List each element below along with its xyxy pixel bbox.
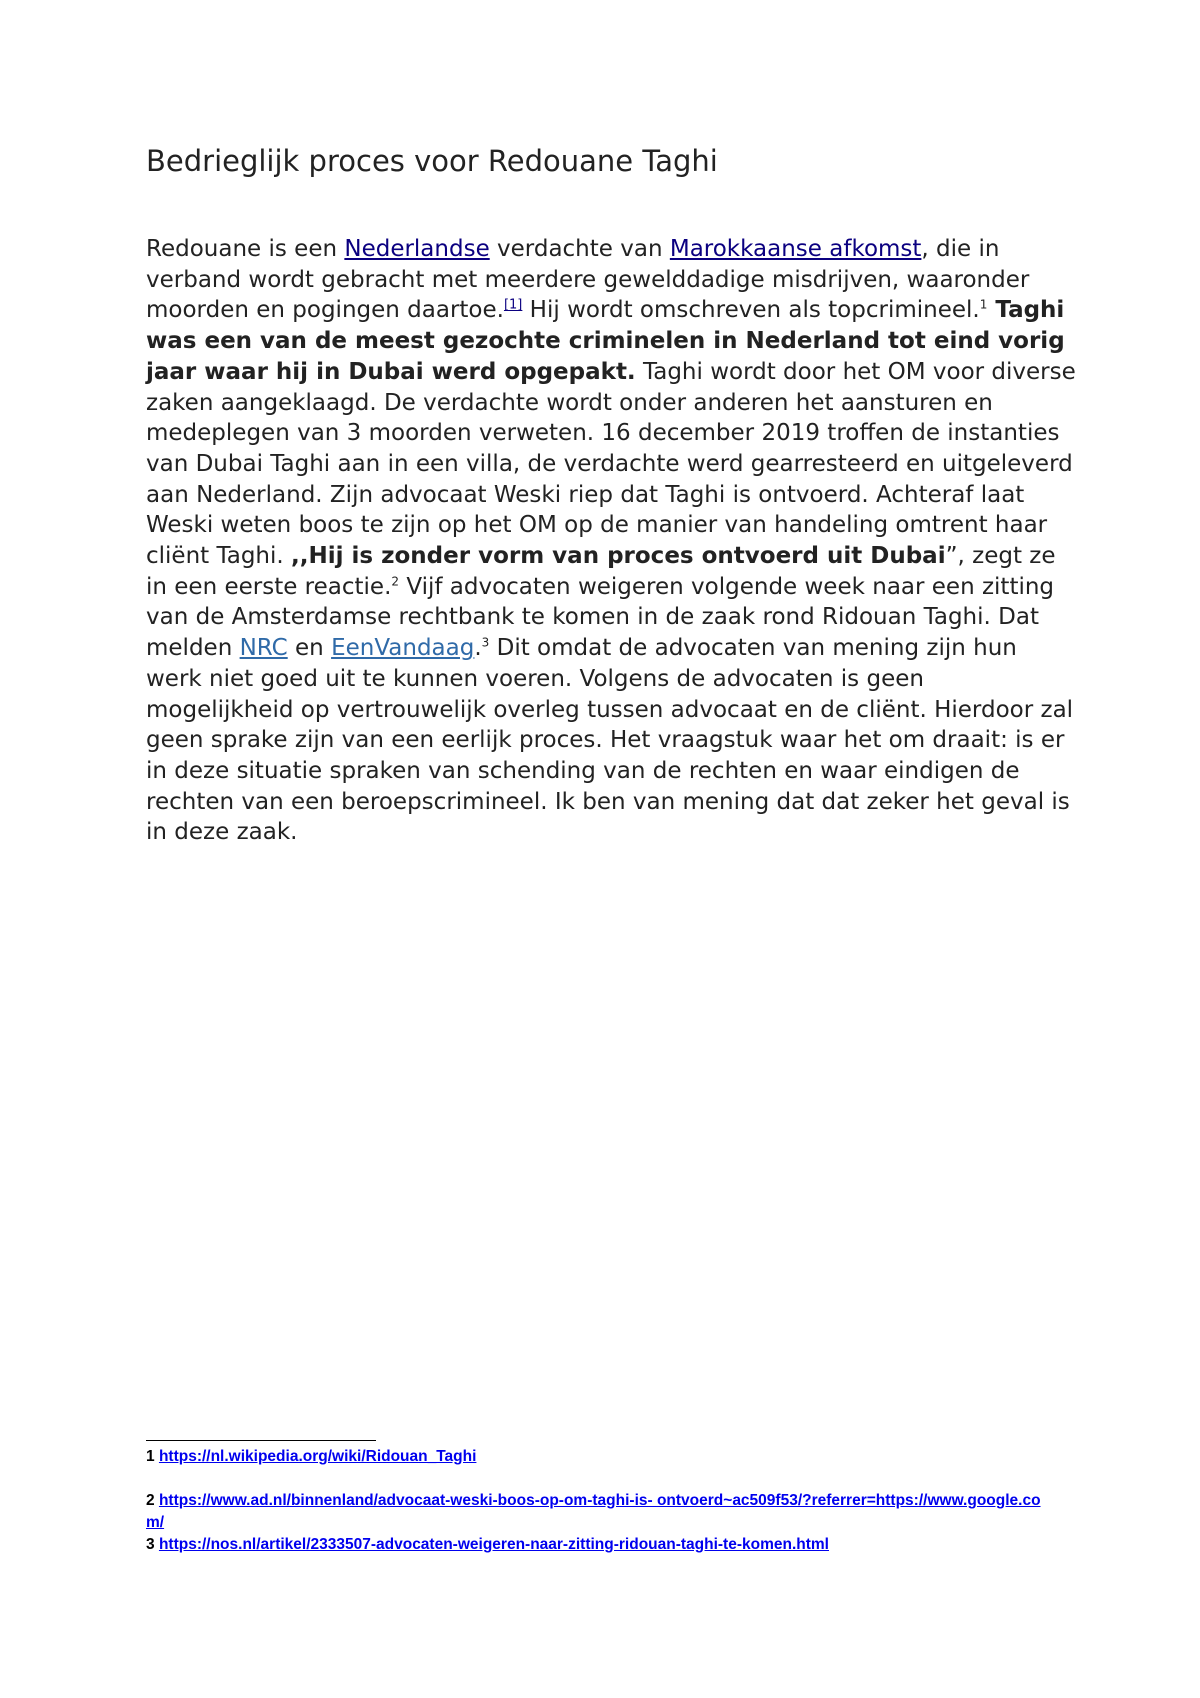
text-segment: Taghi wordt door het OM voor diverse zaken aangeklaagd. De verdachte wordt onder anderen het aansturen en medeplegen van 3 moorden verweten. 16 december 2019 troffen de instanties van Dubai Taghi aan in een villa, de verdachte werd gearresteerd en uitgeleverd aan Nederland. Zijn advocaat Weski riep dat Taghi is ontvoerd. Achteraf laat Weski weten boos te zijn op het OM op de manier van handeling omtrent haar cliënt Taghi. — [146, 358, 1076, 570]
page-title: Bedrieglijk proces voor Redouane Taghi — [146, 144, 718, 178]
footnotes-section — [146, 1446, 1046, 1556]
text-segment: Redouane is een — [146, 236, 345, 262]
footnote-mark-1: 1 — [979, 297, 988, 312]
link-nrc[interactable]: NRC — [239, 635, 288, 662]
footnote-number: 3 — [146, 1536, 155, 1553]
footnote-1 — [146, 1446, 1046, 1468]
citation-ref-1[interactable]: [1] — [503, 297, 523, 313]
footnote-number: 1 — [146, 1448, 155, 1465]
text-segment: en — [287, 635, 332, 662]
footnote-2 — [146, 1490, 1046, 1534]
footnote-link-2[interactable]: https://www.ad.nl/binnenland/advocaat-weski-boos-op-om-taghi-is- ontvoerd~ac509f53/?referrer=https://www.google.com/ — [146, 1492, 1041, 1531]
text-segment: Vijf advocaten weigeren volgende week naar een zitting van de Amsterdamse rechtbank te komen in de zaak rond Ridouan Taghi. Dat melden — [146, 573, 1055, 662]
text-segment: . — [474, 635, 482, 662]
footnote-number: 2 — [146, 1492, 155, 1509]
footnote-link-1[interactable]: https://nl.wikipedia.org/wiki/Ridouan_Taghi — [158, 1448, 477, 1465]
text-segment: Dit omdat de advocaten van mening zijn hun werk niet goed uit te kunnen voeren. Volgens de advocaten is geen mogelijkheid op vertrouwelijk overleg tussen advocaat en de cliënt. Hierdoor zal geen sprake zijn van een eerlijk proces. Het vraagstuk waar het om draait: is er in deze situatie spraken van schending van de rechten en waar eindigen de rechten van een beroepscrimineel. Ik ben van mening dat dat zeker het geval is in deze zaak. — [146, 635, 1074, 846]
link-marokkaanse-afkomst[interactable]: Marokkaanse afkomst — [669, 236, 922, 262]
text-segment-bold: Taghi was een van de meest gezochte criminelen in Nederland tot eind vorig jaar waar hij in Dubai werd opgepakt. — [146, 297, 1065, 385]
link-nederlandse[interactable]: Nederlandse — [344, 236, 490, 262]
quote-bold: ,,Hij is zonder vorm van proces ontvoerd uit Dubai — [291, 543, 946, 570]
footnote-mark-2: 2 — [391, 574, 400, 589]
footnote-mark-3: 3 — [481, 635, 490, 650]
footnote-3 — [146, 1534, 1046, 1556]
body-paragraph — [146, 234, 1076, 848]
footnote-divider — [146, 1440, 376, 1441]
text-segment: verdachte van — [489, 236, 670, 262]
text-segment: , die in verband wordt gebracht met meerdere gewelddadige misdrijven, waaronder moorden en pogingen daartoe. — [146, 236, 1030, 324]
footnote-link-3[interactable]: https://nos.nl/artikel/2333507-advocaten-weigeren-naar-zitting-ridouan-taghi-te-komen.html — [158, 1536, 829, 1553]
text-segment: Hij wordt omschreven als topcrimineel. — [522, 297, 980, 324]
text-segment: ”, zegt ze in een eerste reactie. — [146, 543, 1056, 600]
link-eenvandaag[interactable]: EenVandaag — [331, 635, 475, 662]
